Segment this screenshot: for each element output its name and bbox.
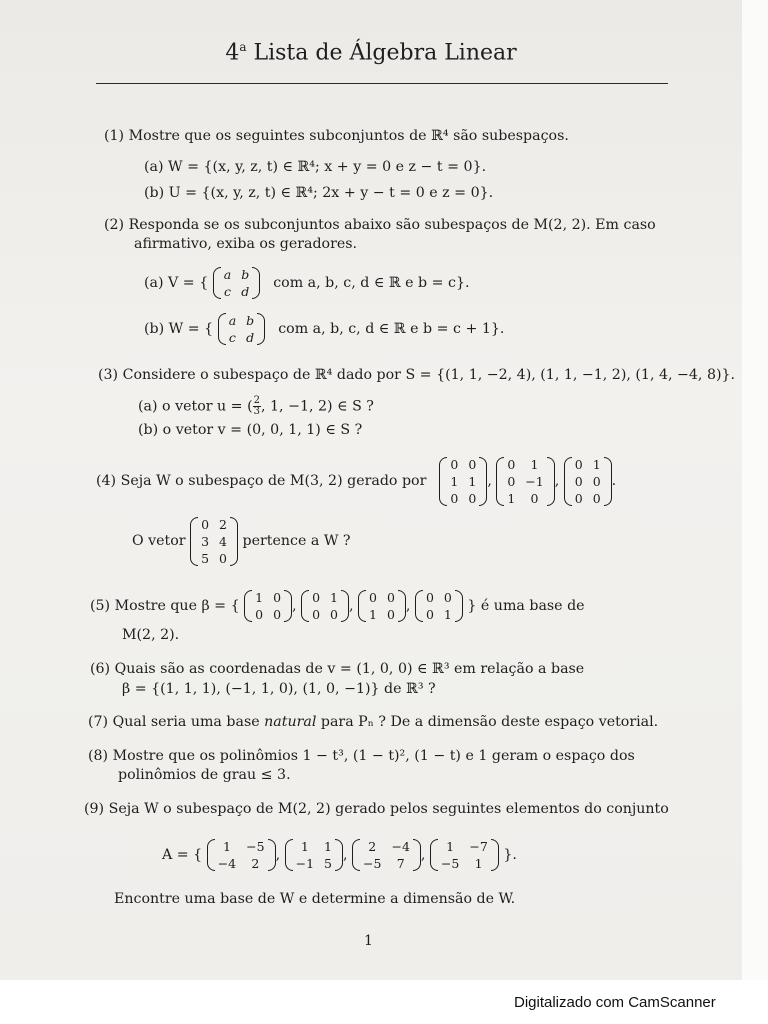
matrix-cell: 0 xyxy=(574,473,583,489)
matrix-cell: 0 xyxy=(450,490,459,506)
bracket-right xyxy=(252,267,260,299)
matrix-cell: 1 xyxy=(468,473,477,489)
title-divider xyxy=(96,83,668,84)
page-number: 1 xyxy=(364,933,373,949)
problem-3a-suffix: , 1, −1, 2) ∈ S ? xyxy=(261,398,374,415)
bracket-right xyxy=(547,457,555,506)
matrix-cell: 0 xyxy=(468,456,477,472)
matrix-cell: 0 xyxy=(255,607,264,622)
title-prefix: 4 xyxy=(225,40,240,66)
title-text: Lista de Álgebra Linear xyxy=(246,40,517,66)
problem-7-after: para Pₙ ? De a dimensão deste espaço vetorial. xyxy=(316,714,659,730)
problem-5-line2: M(2, 2). xyxy=(122,627,180,643)
matrix-cell: 0 xyxy=(574,456,583,472)
matrix-cells xyxy=(572,457,604,506)
matrix-cells xyxy=(360,839,413,871)
matrix-cell: 1 xyxy=(255,590,264,605)
matrix-cell: 1 xyxy=(592,456,601,472)
camscanner-watermark: Digitalizado com CamScanner xyxy=(514,994,716,1011)
problem-2b xyxy=(144,312,504,346)
problem-9-set-prefix: A = { xyxy=(162,847,203,863)
bracket-right xyxy=(268,839,276,871)
bracket-right xyxy=(413,839,421,871)
matrix-cell: 3 xyxy=(201,533,210,549)
problem-2b-prefix: (b) W = { xyxy=(144,321,214,337)
matrix-cell: 0 xyxy=(574,490,583,506)
matrix-cell: 5 xyxy=(201,550,210,566)
matrix-cell: 1 xyxy=(530,456,539,472)
problem-8-line1: (8) Mostre que os polinômios 1 − t³, (1 − t)², (1 − t) e 1 geram o espaço dos xyxy=(88,748,635,764)
problem-4-question-prefix: O vetor xyxy=(132,533,186,549)
problem-9-set: A = { 1 −5 −4 2 , 1 1 −1 5 , 2 −4 −5 7 , 1 −7 −5 1 }. xyxy=(162,839,517,871)
matrix-cell: −5 xyxy=(440,856,460,871)
matrix-cells xyxy=(226,313,257,345)
problem-9-matrix-1 xyxy=(207,839,276,871)
problem-9-matrix-2 xyxy=(285,839,343,871)
matrix-cells xyxy=(504,457,546,506)
problem-4-intro: (4) Seja W o subespaço de M(3, 2) gerado por xyxy=(96,473,427,489)
bracket-left xyxy=(213,267,221,299)
page-title xyxy=(0,40,742,65)
problem-4-matrix-2 xyxy=(496,457,554,506)
matrix-cell: −4 xyxy=(217,856,237,871)
problem-1a: (a) W = {(x, y, z, t) ∈ ℝ⁴; x + y = 0 e z − t = 0}. xyxy=(144,159,487,175)
bracket-left xyxy=(207,839,215,871)
matrix-cells xyxy=(423,590,455,622)
problem-3a xyxy=(138,396,374,417)
bracket-right xyxy=(284,590,292,622)
problem-2a-matrix xyxy=(213,267,260,299)
bracket-right xyxy=(455,590,463,622)
problem-4-matrix-1 xyxy=(439,457,487,506)
matrix-cell: 0 xyxy=(330,607,338,622)
problem-9-intro: (9) Seja W o subespaço de M(2, 2) gerado pelos seguintes elementos do conjunto xyxy=(84,801,669,817)
matrix-cell: b xyxy=(241,267,250,282)
problem-2b-matrix xyxy=(218,313,265,345)
problem-3a-prefix: (a) o vetor u = ( xyxy=(138,398,253,415)
fraction xyxy=(253,396,261,417)
problem-6-line1: (6) Quais são as coordenadas de v = (1, 0, 0) ∈ ℝ³ em relação a base xyxy=(90,661,585,677)
matrix-cells xyxy=(293,839,335,871)
matrix-cell: −7 xyxy=(469,839,488,854)
bracket-left xyxy=(430,839,438,871)
bracket-right xyxy=(604,457,612,506)
matrix-cell: c xyxy=(228,330,236,345)
matrix-cell: 0 xyxy=(369,590,377,605)
problem-6-line2: β = {(1, 1, 1), (−1, 1, 0), (1, 0, −1)} de ℝ³ ? xyxy=(122,681,436,697)
problem-9-closing: Encontre uma base de W e determine a dimensão de W. xyxy=(114,891,516,907)
matrix-cell: 0 xyxy=(507,473,516,489)
matrix-cell: −5 xyxy=(363,856,382,871)
bracket-right xyxy=(230,517,238,566)
problem-2a xyxy=(144,266,470,300)
matrix-cells xyxy=(215,839,268,871)
matrix-cell: 0 xyxy=(273,590,282,605)
matrix-cells xyxy=(309,590,341,622)
problem-2b-suffix: com a, b, c, d ∈ ℝ e b = c + 1}. xyxy=(278,321,505,337)
problem-2a-prefix: (a) V = { xyxy=(144,275,209,291)
matrix-cells xyxy=(438,839,491,871)
problem-5-matrix-4 xyxy=(415,590,463,622)
problem-4-question-suffix: pertence a W ? xyxy=(242,533,351,549)
matrix-cell: −4 xyxy=(391,839,410,854)
matrix-cell: 1 xyxy=(369,607,377,622)
bracket-right xyxy=(257,313,265,345)
matrix-cell: 4 xyxy=(219,533,227,549)
problem-2-intro-line1: (2) Responda se os subconjuntos abaixo são subespaços de M(2, 2). Em caso xyxy=(104,217,656,233)
matrix-cell: −5 xyxy=(246,839,265,854)
matrix-cell: 1 xyxy=(222,839,231,854)
matrix-cell: 0 xyxy=(450,456,459,472)
matrix-cells xyxy=(252,590,284,622)
bracket-left xyxy=(190,517,198,566)
problem-2-intro-line2: afirmativo, exiba os geradores. xyxy=(134,236,358,252)
matrix-cell: 2 xyxy=(251,856,260,871)
matrix-cell: a xyxy=(228,313,237,328)
bracket-left xyxy=(244,590,252,622)
matrix-cell: 1 xyxy=(446,839,455,854)
bracket-right xyxy=(398,590,406,622)
problem-2a-suffix: com a, b, c, d ∈ ℝ e b = c}. xyxy=(273,275,470,291)
bracket-left xyxy=(352,839,360,871)
problem-5-matrix-3 xyxy=(358,590,406,622)
matrix-cell: 0 xyxy=(592,490,601,506)
bracket-left xyxy=(301,590,309,622)
bracket-right xyxy=(491,839,499,871)
problem-4-question xyxy=(132,512,351,570)
matrix-cell: 0 xyxy=(592,473,601,489)
problem-7 xyxy=(88,713,658,731)
bracket-left xyxy=(415,590,423,622)
matrix-cell: 1 xyxy=(507,490,516,506)
matrix-cells xyxy=(198,517,230,566)
problem-1b: (b) U = {(x, y, z, t) ∈ ℝ⁴; 2x + y − t = 0 e z = 0}. xyxy=(144,185,494,201)
matrix-cell: 0 xyxy=(530,490,539,506)
matrix-cell: 2 xyxy=(219,516,227,532)
fraction-denominator: 3 xyxy=(253,406,260,417)
matrix-cell: 0 xyxy=(312,607,321,622)
matrix-cell: 7 xyxy=(396,856,405,871)
problem-5-matrix-1 xyxy=(244,590,292,622)
bracket-right xyxy=(479,457,487,506)
problem-9-set-suffix: }. xyxy=(503,847,517,863)
problem-4-vector-matrix xyxy=(190,517,238,566)
matrix-cell: 1 xyxy=(450,473,459,489)
matrix-cell: 5 xyxy=(324,856,332,871)
bracket-left xyxy=(564,457,572,506)
matrix-cell: 0 xyxy=(219,550,227,566)
matrix-cell: 1 xyxy=(474,856,483,871)
matrix-cell: −1 xyxy=(295,856,315,871)
matrix-cell: c xyxy=(223,284,231,299)
title-superscript: a xyxy=(239,40,247,54)
matrix-cell: −1 xyxy=(525,473,544,489)
problem-5-prefix: (5) Mostre que β = { xyxy=(90,598,240,614)
matrix-cell: 1 xyxy=(443,607,452,622)
problem-5-matrix-2 xyxy=(301,590,349,622)
problem-8-line2: polinômios de grau ≤ 3. xyxy=(118,767,291,783)
matrix-cell: a xyxy=(223,267,232,282)
matrix-cell: 2 xyxy=(368,839,377,854)
bracket-left xyxy=(285,839,293,871)
problem-1-intro: (1) Mostre que os seguintes subconjuntos de ℝ⁴ são subespaços. xyxy=(104,128,569,144)
matrix-cell: d xyxy=(246,330,255,345)
matrix-cell: 0 xyxy=(312,590,321,605)
matrix-cell: b xyxy=(246,313,255,328)
matrix-cells xyxy=(221,267,252,299)
bracket-right xyxy=(341,590,349,622)
matrix-cell: 1 xyxy=(330,590,338,605)
matrix-cell: 0 xyxy=(425,607,434,622)
page-margin xyxy=(742,0,768,980)
matrix-cell: 1 xyxy=(300,839,309,854)
matrix-cell: d xyxy=(241,284,250,299)
matrix-cell: 0 xyxy=(273,607,282,622)
bracket-left xyxy=(439,457,447,506)
matrix-cell: 0 xyxy=(425,590,434,605)
matrix-cells xyxy=(366,590,398,622)
bracket-left xyxy=(218,313,226,345)
problem-4-generators: (4) Seja W o subespaço de M(3, 2) gerado por 0 0 1 1 0 0 , 0 1 0 −1 1 0 , 0 1 0 0 0 0 . xyxy=(96,456,617,506)
matrix-cell: 0 xyxy=(443,590,452,605)
matrix-cell: 1 xyxy=(324,839,332,854)
bracket-right xyxy=(335,839,343,871)
matrix-cells xyxy=(447,457,479,506)
problem-5: (5) Mostre que β = { 1 0 0 0 , 0 1 0 0 , 0 0 1 0 , 0 0 0 1 } é uma base de xyxy=(90,590,585,622)
matrix-cell: 0 xyxy=(507,456,516,472)
problem-7-emphasis: natural xyxy=(264,714,317,730)
problem-4-matrix-3 xyxy=(564,457,612,506)
bracket-left xyxy=(358,590,366,622)
fraction-numerator: 2 xyxy=(253,395,260,406)
matrix-cell: 0 xyxy=(386,607,395,622)
problem-5-suffix: } é uma base de xyxy=(467,598,585,614)
problem-3-intro: (3) Considere o subespaço de ℝ⁴ dado por S = {(1, 1, −2, 4), (1, 1, −1, 2), (1, 4, −4, 8)}. xyxy=(98,367,736,383)
problem-9-matrix-4 xyxy=(430,839,499,871)
problem-3b: (b) o vetor v = (0, 0, 1, 1) ∈ S ? xyxy=(138,422,363,438)
matrix-cell: 0 xyxy=(386,590,395,605)
matrix-cell: 0 xyxy=(468,490,477,506)
bracket-left xyxy=(496,457,504,506)
matrix-cell: 0 xyxy=(201,516,210,532)
problem-7-before: (7) Qual seria uma base xyxy=(88,714,265,730)
problem-9-matrix-3 xyxy=(352,839,421,871)
